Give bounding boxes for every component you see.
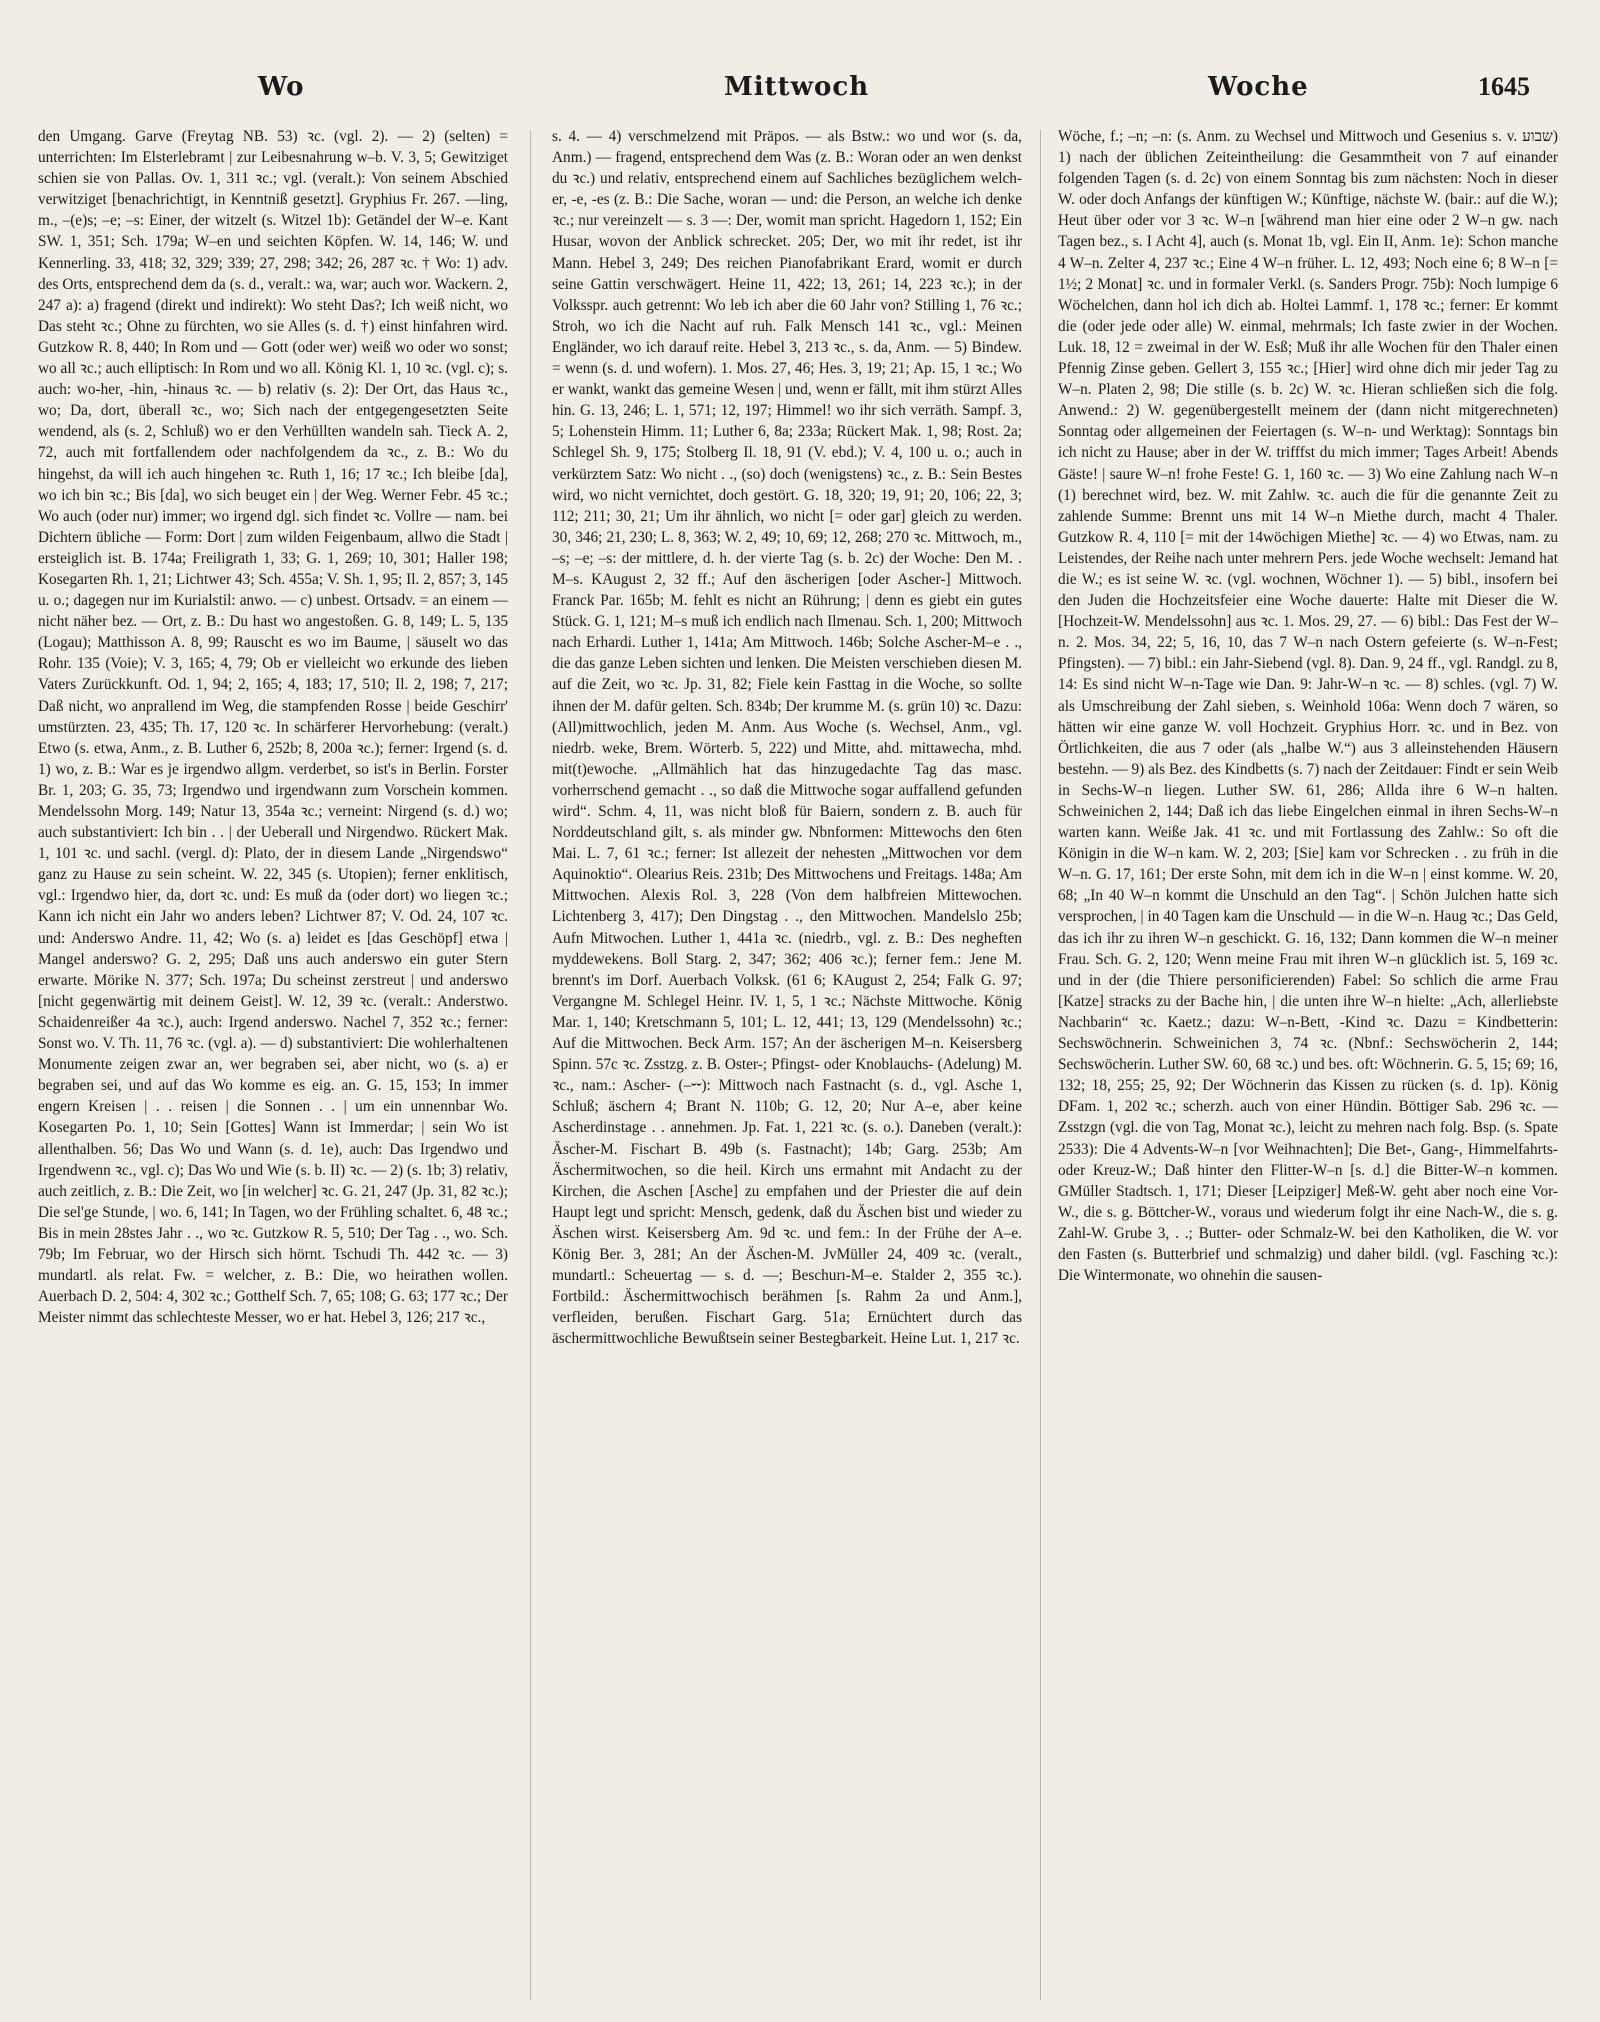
right-headword: Woche — [1208, 72, 1309, 102]
page-number: 1645 — [1478, 72, 1530, 101]
column-text: den Umgang. Garve (Freytag NB. 53) ꝛc. (vgl. 2). — 2) (selten) = unterrichten: Im Elsterlebramt | zur Leibesnahrung w–b. V. 3, 5; Gewitziget schien sie von Pallas. Ov. 1, 311 ꝛc.; vgl. (veralt.): Von seinem Abschied verwitziget [benachrichtigt, in Kenntniß gesetzt]. Gryphius Fr. 267. —ling, m., –(e)s; –e; –s: Einer, der witzelt (s. Witzel 1b): Getändel der W–e. Kant SW. 1, 351; Sch. 179a; W–en und seichten Köpfen. W. 14, 146; W. und Kennerling. 33, 418; 32, 329; 339; 27, 298; 342; 26, 287 ꝛc. † Wo: 1) adv. des Orts, entsprechend dem da (s. d., veralt.: wa, war; auch wor. Wackern. 2, 247 a): a) fragend (direkt und indirekt): Wo steht Das?; Ich weiß nicht, wo Das steht ꝛc.; Ohne zu fürchten, wo sie Alles (s. d. †) einst hinfahren wird. Gutzkow R. 8, 440; In Rom und — Gott (oder wer) weiß wo oder wo sonst; wo all ꝛc.; auch elliptisch: In Rom und wo all. König Kl. 1, 10 ꝛc. (vgl. c); s. auch: wo-her, -hin, -hinaus ꝛc. — b) relativ (s. 2): Der Ort, das Haus ꝛc., wo; Da, dort, überall ꝛc., wo; Sich nach der entgegengesetzten Seite wendend, als (s. 2, Schluß) wo er den Verhüllten wandeln sah. Tieck A. 2, 72, auch mit fortfallendem oder nachfolgendem da ꝛc., z. B.: Wo du hingehst, da will ich auch hingehen ꝛc. Ruth 1, 16; 17 ꝛc.; Ich bleibe [da], wo ich bin ꝛc.; Bis [da], wo sich beuget ein | der Weg. Werner Febr. 45 ꝛc.; Wo auch (oder nur) immer; wo irgend dgl. sich findet ꝛc. Vollre — nam. bei Dichtern übliche — Form: Dort | zum wilden Feigenbaum, allwo die Stadt | ersteiglich ist. B. 174a; Freiligrath 1, 33; G. 1, 269; 10, 301; Haller 198; Kosegarten Rh. 1, 21; Lichtwer 43; Sch. 455a; V. Sh. 1, 95; Il. 2, 857; 3, 145 u. o.; dagegen nur im Kurialstil: anwo. — c) unbest. Ortsadv. = an einem — nicht näher bez. — Ort, z. B.: Du hast wo angestoßen. G. 8, 149; L. 5, 135 (Logau); Matthisson A. 8, 99; Rauscht es wo im Baume, | säuselt wo das Rohr. 135 (Voie); V. 3, 165; 4, 79; Ob er vielleicht wo erkunde des lieben Vaters Zurückkunft. Od. 1, 94; 2, 165; 4, 183; 17, 510; Il. 2, 198; 7, 217; Daß nicht, wo anprallend im Weg, die stampfenden Rosse | beide Geschirr' umstürzten. 23, 435; Th. 17, 120 ꝛc. In schärferer Hervorhebung: (veralt.) Etwo (s. etwa, Anm., z. B. Luther 6, 252b; 8, 200a ꝛc.); ferner: Irgend (s. d. 1) wo, z. B.: War es je irgendwo allgm. verderbet, so ist's in Berlin. Forster Br. 1, 203; G. 35, 73; Irgendwo und irgendwann zum Vorschein kommen. Mendelssohn Morg. 149; Natur 13, 354a ꝛc.; verneint: Nirgend (s. d.) wo; auch substantiviert: Ich bin . . | der Ueberall und Nirgendwo. Rückert Mak. 1, 101 ꝛc. und sachl. (vergl. d): Plato, der in diesem Lande „Nirgendswo“ ganz zu Hause zu sein scheint. W. 22, 345 (s. Utopien); ferner enklitisch, vgl.: Irgendwo hier, da, dort ꝛc. und: Es muß da (oder dort) wo liegen ꝛc.; Kann ich nicht ein Jahr wo anders leben? Lichtwer 87; V. Od. 24, 107 ꝛc. und: Anderswo Andre. 11, 42; Wo (s. a) leidet es [das Geschöpf] etwa | Mangel anderswo? G. 2, 295; Daß uns auch anderswo ein guter Stern erwarte. Mörike N. 377; Sch. 197a; Du scheinst zerstreut | und anderswo [nicht gegenwärtig mit deinem Geist]. W. 12, 39 ꝛc. (veralt.: Anderstwo. Schaidenreißer 4a ꝛc.), auch: Irgend anderswo. Nachel 7, 352 ꝛc.; ferner: Sonst wo. V. Th. 11, 76 ꝛc. (vgl. a). — d) substantiviert: Die wohlerhaltenen Monumente zeigen zwar an, wer begraben sei, aber nicht, wo (s. a) er begraben sei, und auf das Wo komme es eig. an. G. 15, 153; In immer engern Kreisen | . . reisen | die Sonnen . . | um ein unnennbar Wo. Kosegarten Po. 1, 10; Sein [Gottes] Wann ist Immerdar; | sein Wo ist allenthalben. 56; Das Wo und Wann (s. d. 1e), auch: Das Irgendwo und Irgendwenn ꝛc., vgl. c); Das Wo und Wie (s. b. II) ꝛc. — 2) (s. 1b; 3) relativ, auch zeitlich, z. B.: Die Zeit, wo [in welcher] ꝛc. G. 21, 247 (Jp. 31, 82 ꝛc.); Die sel'ge Stunde, | wo. 6, 141; In Tagen, wo der Frühling schaltet. 6, 48 ꝛc.; Bis in mein 28stes Jahr . ., wo ꝛc. Gutzkow R. 5, 510; Der Tag . ., wo. Sch. 79b; Im Februar, wo der Hirsch sich hörnt. Tschudi Th. 442 ꝛc. — 3) mundartl. als relat. Fw. = welcher, z. B.: Die, wo heirathen wollen. Auerbach D. 2, 504: 4, 302 ꝛc.; Gotthelf Sch. 7, 65; 108; G. 63; 177 ꝛc.; Der Meister nimmt das schlechteste Messer, wo er hat. Hebel 3, 126; 217 ꝛc., — [38, 128, 508, 1327]
text-column-left — [38, 126, 508, 2006]
center-headword: Mittwoch — [724, 72, 870, 102]
page-header — [0, 72, 1600, 112]
column-text: Wöche, f.; –n; –n: (s. Anm. zu Wechsel und Mittwoch und Gesenius s. v. שבוע) 1) nach der üblichen Zeiteintheilung: die Gesammtheit von 7 auf einander folgenden Tagen (s. d. 2c) von einem Sonntag bis zum nächsten: Noch in dieser W. oder doch Anfangs der künftigen W.; Künftige, nächste W. (bair.: auf die W.); Heut über oder vor 3 ꝛc. W–n [während man hier eine oder 2 W–n gw. nach Tagen bez., s. I Acht 4], auch (s. Monat 1b, vgl. Ein II, Anm. 1e): Schon manche 4 W–n. Zelter 4, 237 ꝛc.; Eine 4 W–n früher. L. 12, 493; Noch eine 6; 8 W–n [= 1½; 2 Monat] ꝛc. und in formaler Verkl. (s. Sanders Progr. 75b): Noch lumpige 6 Wöchelchen, dann hol ich dich ab. Holtei Lammf. 1, 178 ꝛc.; ferner: Er kommt die (oder jede oder alle) W. einmal, mehrmals; Ich faste zwier in der Wochen. Luk. 18, 12 = zweimal in der W. Esß; Muß ihr alle Wochen für den Thaler einen Pfennig Zinse geben. Gellert 3, 155 ꝛc.; [Hier] wird ohne dich mir jeder Tag zu W–n. Platen 2, 98; Die stille (s. b. 2c) W. ꝛc. Hieran schließen sich die folg. Anwend.: 2) W. gegenübergestellt meinem der (dann nicht mitgerechneten) Sonntag oder allgemeinen der Feiertagen (s. W–n- und Werktag): Sonntags bin ich nicht zu Hause; aber in der W. trifffst du mich immer; Tages Arbeit! Abends Gäste! | saure W–n! frohe Feste! G. 1, 160 ꝛc. — 3) Wo eine Zahlung nach W–n (1) berechnet wird, bez. W. mit Zahlw. ꝛc. auch die für die genannte Zeit zu zahlende Summe: Brennt uns mit 14 W–n Miethe durch, macht 4 Thaler. Gutzkow R. 4, 110 [= mit der 14wöchigen Miethe] ꝛc. — 4) wo Etwas, nam. zu Leistendes, der Reihe nach unter mehrern Pers. jede Woche wechselt: Jemand hat die W.; es ist seine W. ꝛc. (vgl. wochnen, Wöchner 1). — 5) bibl., insofern bei den Juden die Hochzeitsfeier eine Woche dauerte: Halte mit Dieser die W. [Hochzeit-W. Mendelssohn] aus ꝛc. 1. Mos. 29, 27. — 6) bibl.: Das Fest der W–n. 2. Mos. 34, 22; 5, 16, 10, das 7 W–n nach Ostern gefeierte (s. W–n-Fest; Pfingsten). — 7) bibl.: ein Jahr-Siebend (vgl. 8). Dan. 9, 24 ff., vgl. Randgl. zu 8, 14: Es sind nicht W–n-Tage wie Dan. 9: Jahr-W–n ꝛc. — 8) schles. (vgl. 7) W. als Umschreibung der Zahl sieben, s. Weinhold 106a: Wenn doch 7 wären, so hätten wir eine ganze W. voll Hochzeit. Gryphius Horr. ꝛc. und in Bez. von Örtlichkeiten, die aus 7 oder (als „halbe W.“) aus 3 alleinstehenden Häusern bestehn. — 9) als Bez. des Kindbetts (s. 7) nach der Zeitdauer: Findt er sein Weib in Sechs-W–n liegen. Luther SW. 61, 286; Allda ihre 6 W–n halten. Schweinichen 2, 144; Daß ich das liebe Eingelchen einmal in ihren Sechs-W–n warten kann. Weiße Jak. 41 ꝛc. und mit Fortlassung des Zahlw.: So oft die Königin in die W–n kam. W. 2, 203; [Sie] kam vor Schrecken . . zu früh in die W–n. G. 17, 161; Der erste Sohn, mit dem ich in die W–n | einst komme. W. 20, 68; „In 40 W–n kommt die Unschuld an den Tag“. | Schön Julchen hatte sich versprochen, | in 40 Tagen kam die Unschuld — in die W–n. Haug ꝛc.; Das Geld, das ich ihr zu ihren W–n geschickt. G. 16, 132; Dann kommen die W–n meiner Frau. Sch. G. 2, 120; Wenn meine Frau mit ihren W–n glücklich ist. 5, 169 ꝛc. und in der (die Thiere personificierenden) Fabel: So schlich die arme Frau [Katze] stracks zu der Bache hin, | die unten ihre W–n hielte: „Ach, allerliebste Nachbarin“ ꝛc. Kaetz.; dazu: W–n-Bett, -Kind ꝛc. Dazu = Kindbetterin: Sechswöchnerin. Schweinichen 3, 74 ꝛc. (Nbnf.: Sechswöcherin 2, 144; Sechswöcherin. Luther SW. 60, 68 ꝛc.) und bes. oft: Wöchnerin. G. 5, 15; 69; 16, 132; 18, 255; 25, 92; Der Wöchnerin das Kissen zu rücken (s. d. 1p). König DFam. 1, 202 ꝛc.; scherzh. auch von einer Hündin. Böttiger Sab. 296 ꝛc. — Zsstzgn (vgl. die von Tag, Monat ꝛc.), leicht zu mehren nach folg. Bsp. (s. Spate 2533): Die 4 Advents-W–n [vor Weihnachten]; Die Bet-, Gang-, Himmelfahrts- oder Kreuz-W.; Daß hinter den Flitter-W–n [s. d.] die Bitter-W–n kommen. GMüller Stadtsch. 1, 171; Dieser [Leipziger] Meß-W. geht aber noch eine Vor-W., die s. g. Böttcher-W., voraus und wiederum folgt ihr eine Nach-W., die s. g. Zahl-W. Grube 3, . .; Butter- oder Schmalz-W. bei den Katholiken, die W. vor den Fasten (s. Butterbrief und schmalzig) und daher bildl. (vgl. Fasching ꝛc.): Die Wintermonate, wo ohnehin die sausen- — [1058, 128, 1558, 1285]
left-headword: Wo — [258, 72, 305, 102]
text-column-middle — [552, 126, 1022, 2006]
text-column-right — [1058, 126, 1558, 2006]
column-text: s. 4. — 4) verschmelzend mit Präpos. — als Bstw.: wo und wor (s. da, Anm.) — fragend, entsprechend dem Was (z. B.: Woran oder an wen denkst du ꝛc.) und relativ, entsprechend einem auf Sachliches bezüglichem welch-er, -e, -es (z. B.: Die Sache, woran — und: die Person, an welche ich denke ꝛc.; nur vereinzelt — s. 3 —: Der, womit man spricht. Hagedorn 1, 152; Ein Husar, wovon der Anblick schrecket. 205; Der, wo mit ihr redet, ist ihr Mann. Hebel 3, 249; Des reichen Pianofabrikant Erard, womit er durch seine Gattin verschwägert. Heine 11, 422; 13, 261; 14, 223 ꝛc.); in der Volksspr. auch getrennt: Wo leb ich aber die 60 Jahr von? Stilling 1, 76 ꝛc.; Stroh, wo ich die Nacht auf ruh. Falk Mensch 141 ꝛc., vgl.: Meinen Engländer, wo ich darauf reite. Hebel 3, 213 ꝛc., s. da, Anm. — 5) Bindew. = wenn (s. d. und wofern). 1. Mos. 27, 46; Hes. 3, 19; 21; Ap. 15, 1 ꝛc.; Wo er wankt, wankt das gemeine Wesen | und, wenn er fällt, mit ihm stürzt Alles hin. G. 13, 246; L. 1, 571; 12, 197; Himmel! wo ihr sich verräth. Sampf. 3, 5; Lohenstein Himm. 11; Luther 6, 8a; 233a; Rückert Mak. 1, 98; Rost. 2a; Schlegel Sh. 9, 175; Stolberg Il. 18, 91 (V. ebd.); V. 4, 100 u. o.; auch in verkürztem Satz: Wo nicht . ., (so) doch (wenigstens) ꝛc., z. B.: Sein Bestes wird, wo nicht vernichtet, doch gestört. G. 18, 320; 19, 91; 20, 106; 22, 3; 112; 211; 30, 21; Um ihr ähnlich, wo nicht [= oder gar] gleich zu werden. 30, 346; 21, 230; L. 8, 363; W. 2, 49; 10, 69; 12, 268; 270 ꝛc. Mittwoch, m., –s; –e; –s: der mittlere, d. h. der vierte Tag (s. b. 2c) der Woche: Den M. . M–s. KAugust 2, 32 ff.; Auf den äscherigen [oder Ascher-] Mittwoch. Franck Par. 165b; M. fehlt es nicht an Rührung; | denn es giebt ein gutes Stück. G. 1, 121; M–s muß ich endlich nach Ilmenau. Sch. 1, 200; Mittwoch nach Erhardi. Luther 1, 141a; Am Mittwoch. 146b; Solche Ascher-M–e . ., die das ganze Leben sichten und lenken. Die Meisten verschieben diesen M. auf die Zeit, wo ꝛc. Jp. 31, 82; Fiele kein Fasttag in die Woche, so sollte ihnen der M. dafür gelten. Sch. 834b; Der krumme M. (s. grün 10) ꝛc. Dazu: (All)mittwochlich, jeden M. Anm. Aus Woche (s. Wechsel, Anm., vgl. niedrb. weke, Brem. Wörterb. 5, 222) und Mitte, ahd. mittawecha, mhd. mit(t)ewoche. „Allmählich hat das hinzugedachte Tag das masc. vorherrschend gemacht . ., so daß die Mittwoche sogar auffallend gefunden wird“. Schm. 4, 11, was nicht bloß für Baiern, sondern z. B. auch für Norddeutschland gilt, s. als minder gw. Nbnformen: Mittewochs den 6ten Mai. L. 7, 61 ꝛc.; ferner: Ist allezeit der nehesten „Mittwochen vor dem Aquinoktio“. Olearius Reis. 231b; Des Mittwochens und Freitags. 148a; Am Mittwochen. Alexis Rol. 3, 228 (Von dem halbfreien Mittewochen. Lichtenberg 3, 417); Den Dingstag . ., den Mittwochen. Mandelslo 25b; Aufn Mitwochen. Luther 1, 441a ꝛc. (niedrb., vgl. z. B.: Des negheften myddewekens. Boll Starg. 2, 347; 362; 406 ꝛc.); ferner fem.: Jene M. brennt's im Dorf. Auerbach Volksk. (61 6; KAugust 2, 254; Falk G. 97; Vergangne M. Schlegel Heinr. IV. 1, 5, 1 ꝛc.; Nächste Mittwoche. König Mar. 1, 140; Kretschmann 5, 101; L. 12, 441; 13, 129 (Mendelssohn) ꝛc.; Auf die Mittwochen. Beck Arm. 157; An der äscherigen M–n. Keisersberg Spinn. 57c ꝛc. Zsstzg. z. B. Oster-; Pfingst- oder Knoblauchs- (Adelung) M. ꝛc., nam.: Ascher- (–⏑⏑): Mittwoch nach Fastnacht (s. d., vgl. Asche 1, Schluß; äschern 4; Brant N. 110b; G. 12, 20; Nur A–e, aber keine Ascherdinstage . . annehmen. Jp. Fat. 1, 221 ꝛc. (s. o.). Daneben (veralt.): Äscher-M. Fischart B. 49b (s. Fastnacht); 14b; Garg. 253b; Am Äschermitwochen, so die heil. Kirch uns ermahnt mit Andacht zu der Kirchen, die Aschen [Asche] zu empfahen und der Priester die auf dein Haupt legt und spricht: Mensch, gedenk, daß du Äschen bist und wieder zu Äschen wirst. Keisersberg Am. 9d ꝛc. und fem.: In der Frühe der A–e. König Ber. 3, 281; An der Äschen-M. JvMüller 24, 409 ꝛc. (veralt., mundartl.: Scheuertag — s. d. —; Beschurı-M–e. Stalder 2, 355 ꝛc.). Fortbild.: Äschermittwochisch berähmen [s. Rahm 2a und Anm.], verfleiden, berußen. Fischart Garg. 51a; Ernüchtert durch das äschermittwochliche Bewußtsein seiner Bestegbarkeit. Heine Lut. 1, 217 ꝛc. — [552, 128, 1022, 1348]
column-divider — [530, 130, 531, 2000]
column-divider — [1040, 130, 1041, 2000]
